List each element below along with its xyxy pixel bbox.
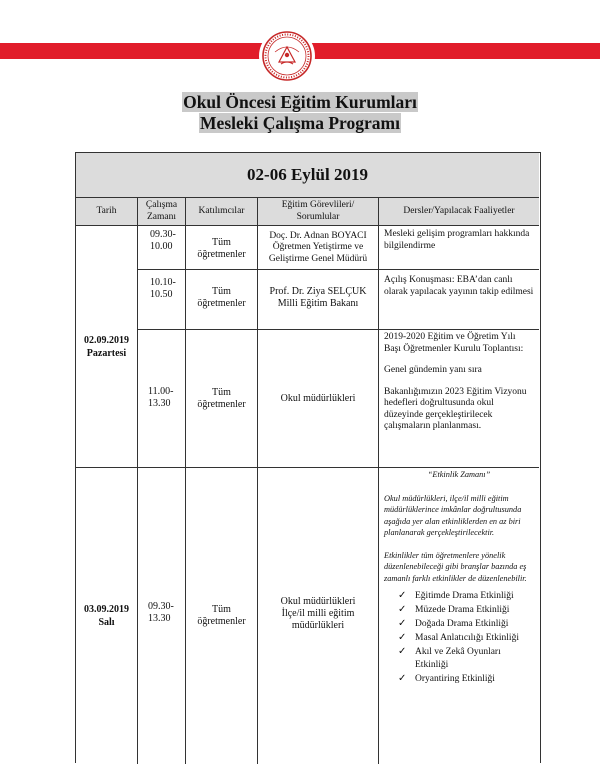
row1-time: 09.30- 10.00	[150, 229, 176, 252]
list-item	[398, 673, 534, 686]
schedule-table	[75, 152, 541, 763]
row3-activity-p2: Genel gündemin yanı sıra	[384, 365, 482, 375]
row2-activity: Açılış Konuşması: EBA’dan canlı olarak yapılacak yayının takip edilmesi	[384, 275, 534, 297]
row2-responsible: Prof. Dr. Ziya SELÇUK Milli Eğitim Bakanı	[269, 286, 367, 309]
col-header-katilimcilar-text: Katılımcılar	[198, 205, 245, 216]
col-header-dersler	[379, 198, 539, 226]
grid-hline	[76, 467, 539, 468]
grid-vline	[378, 198, 379, 764]
document-title	[0, 92, 600, 134]
col-header-dersler-text: Dersler/Yapılacak Faaliyetler	[403, 205, 515, 216]
list-item-label: Masal Anlatıcılığı Etkinliği	[415, 633, 519, 643]
checkmark-icon: ✓	[398, 590, 407, 601]
title-line-2: Mesleki Çalışma Programı	[200, 113, 400, 133]
row1-responsible: Doç. Dr. Adnan BOYACI Öğretmen Yetiştirme ve Geliştirme Genel Müdürü	[268, 230, 368, 264]
checkmark-icon: ✓	[398, 672, 407, 684]
day1-date: 02.09.2019	[84, 335, 129, 346]
row2-time: 10.10- 10.50	[150, 277, 176, 300]
day2-time: 09.30- 13.30	[148, 601, 174, 624]
list-item	[398, 590, 534, 603]
day2-activity-p1: Okul müdürlükleri, ilçe/il milli eğitim müdürlüklerince imkânlar doğrultusunda aşağıda yer alan etkinliklerden en az biri planlanarak gerçekleştirilecektir.	[384, 493, 522, 537]
row3-participants: Tüm öğretmenler	[197, 387, 246, 410]
day2-date: 03.09.2019	[84, 604, 129, 615]
row3-responsible: Okul müdürlükleri	[280, 393, 356, 404]
list-item-label: Eğitimde Drama Etkinliği	[415, 591, 514, 601]
row2-participants: Tüm öğretmenler	[197, 286, 246, 309]
day2-activity-p2: Etkinlikler tüm öğretmenlere yönelik düzenlenebileceği gibi branşlar bazında eş zamanlı farklı etkinlikler de düzenlenebilir.	[384, 550, 527, 583]
day2-activity	[384, 469, 534, 687]
row1-activity: Mesleki gelişim programları hakkında bilgilendirme	[384, 229, 530, 251]
ministry-seal-icon	[261, 30, 313, 82]
list-item	[398, 604, 534, 617]
checkmark-icon: ✓	[398, 632, 407, 643]
activity-checklist	[398, 590, 534, 685]
checkmark-icon: ✓	[398, 604, 407, 615]
checkmark-icon: ✓	[398, 646, 407, 657]
checkmark-icon: ✓	[398, 618, 407, 629]
col-header-gorevliler	[258, 198, 378, 226]
list-item-label: Akıl ve Zekâ Oyunları Etkinliği	[415, 647, 501, 670]
day2-responsible: Okul müdürlükleri İlçe/il milli eğitim müdürlükleri	[280, 596, 356, 631]
day2-date-cell	[76, 468, 137, 764]
list-item-label: Oryantiring Etkinliği	[415, 673, 495, 684]
row3-activity-p1: 2019-2020 Eğitim ve Öğretim Yılı Başı Öğretmenler Kurulu Toplantısı:	[384, 332, 524, 354]
col-header-tarih-text: Tarih	[96, 205, 117, 216]
list-item	[398, 646, 534, 671]
list-item-label: Doğada Drama Etkinliği	[415, 619, 509, 629]
row3-activity	[384, 332, 534, 443]
list-item	[398, 618, 534, 631]
day1-weekday: Pazartesi	[86, 348, 127, 359]
row1-participants: Tüm öğretmenler	[197, 237, 246, 260]
week-banner: 02-06 Eylül 2019	[76, 153, 539, 198]
row3-time: 11.00- 13.30	[148, 386, 174, 409]
title-line-1: Okul Öncesi Eğitim Kurumları	[183, 92, 417, 112]
row3-activity-p3: Bakanlığımızın 2023 Eğitim Vizyonu hedefleri doğrultusunda okul düzeyinde gerçekleştirilecek çalışmaların planlanması.	[384, 386, 527, 431]
col-header-katilimcilar	[186, 198, 257, 226]
list-item	[398, 632, 534, 645]
col-header-zaman	[138, 198, 185, 226]
seal-container	[259, 28, 315, 84]
day1-date-cell	[76, 227, 137, 467]
day2-weekday: Salı	[98, 617, 115, 628]
grid-hline	[137, 329, 539, 330]
col-header-tarih	[76, 198, 137, 226]
col-header-gorevliler-text: Eğitim Görevlileri/ Sorumlular	[281, 200, 355, 222]
list-item-label: Müzede Drama Etkinliği	[415, 605, 510, 615]
day2-participants: Tüm öğretmenler	[197, 604, 246, 627]
grid-hline	[137, 269, 539, 270]
day2-activity-title: “Etkinlik Zamanı”	[427, 470, 491, 479]
col-header-zaman-text: Çalışma Zamanı	[145, 200, 178, 222]
